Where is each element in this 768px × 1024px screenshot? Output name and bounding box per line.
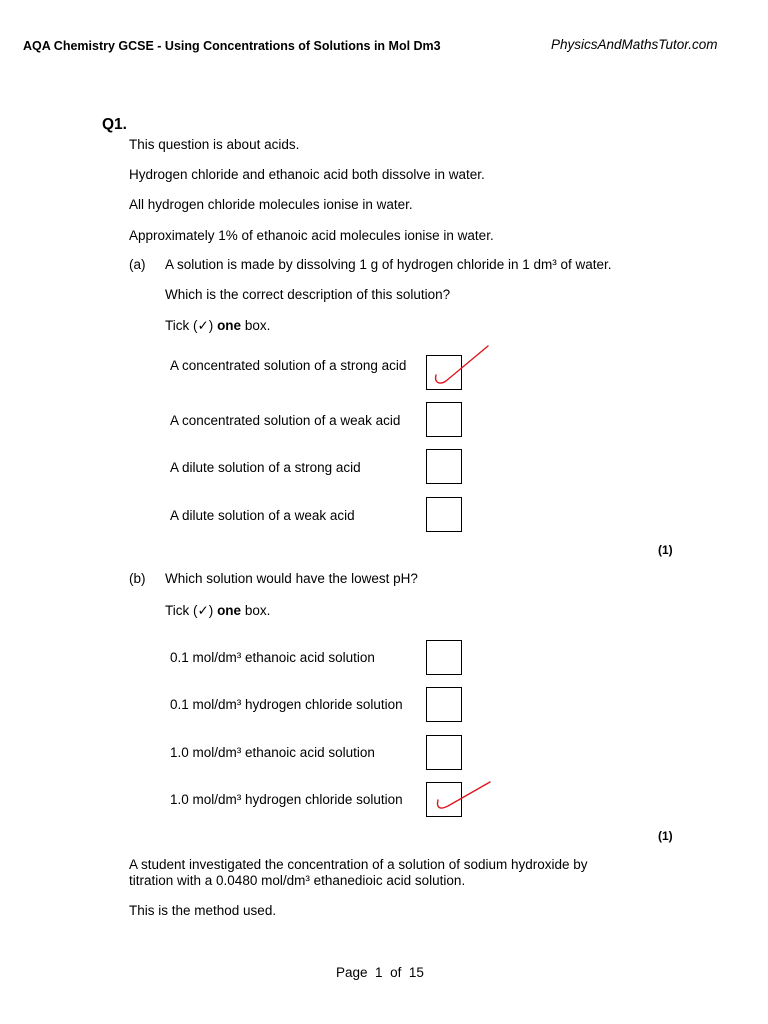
intro-line: Hydrogen chloride and ethanoic acid both dissolve in water. [129,167,485,182]
of-label: of [390,965,402,980]
part-b-tick-instruction: Tick (✓) one box. [165,603,271,618]
closing-paragraph: A student investigated the concentration of a solution of sodium hydroxide by titration with a 0.0480 mol/dm³ ethanedioic acid solution. [129,857,588,888]
part-b-option-checkbox[interactable] [426,687,462,722]
part-b-marks: (1) [658,829,673,843]
check-mark-stroke [437,782,490,808]
document-header-source: PhysicsAndMathsTutor.com [551,37,718,52]
document-header-title: AQA Chemistry GCSE - Using Concentrations of Solutions in Mol Dm3 [23,39,441,53]
part-a-option-label: A dilute solution of a strong acid [170,460,361,475]
part-a-prompt: Which is the correct description of this solution? [165,287,451,302]
part-a-option-label: A dilute solution of a weak acid [170,508,355,523]
part-b-label: (b) [129,571,146,586]
part-b-option-checkbox[interactable] [426,640,462,675]
part-a-marks: (1) [658,543,673,557]
intro-line: Approximately 1% of ethanoic acid molecules ionise in water. [129,228,494,243]
handwritten-check-mark [430,778,494,818]
handwritten-check-mark [430,343,492,391]
part-a-option-checkbox[interactable] [426,449,462,484]
part-b-option-label: 0.1 mol/dm³ ethanoic acid solution [170,650,375,665]
part-a-option-checkbox[interactable] [426,497,462,532]
check-mark-stroke [436,346,488,383]
question-number: Q1. [102,116,127,133]
intro-line: This question is about acids. [129,137,300,152]
page-label: Page [336,965,368,980]
total-pages: 15 [408,965,424,980]
part-a-tick-instruction: Tick (✓) one box. [165,318,271,333]
part-b-stem: Which solution would have the lowest pH? [165,571,418,586]
part-a-option-label: A concentrated solution of a strong acid [170,358,407,373]
part-a-option-label: A concentrated solution of a weak acid [170,413,401,428]
page-number: 1 [375,965,383,980]
part-a-option-checkbox[interactable] [426,402,462,437]
part-a-label: (a) [129,257,146,272]
part-b-option-label: 1.0 mol/dm³ ethanoic acid solution [170,745,375,760]
part-b-option-label: 0.1 mol/dm³ hydrogen chloride solution [170,697,403,712]
closing-paragraph: This is the method used. [129,903,277,918]
page-footer [336,965,424,980]
part-b-option-checkbox[interactable] [426,735,462,770]
part-b-option-label: 1.0 mol/dm³ hydrogen chloride solution [170,792,403,807]
intro-line: All hydrogen chloride molecules ionise in water. [129,197,413,212]
part-a-stem: A solution is made by dissolving 1 g of hydrogen chloride in 1 dm³ of water. [165,257,612,272]
